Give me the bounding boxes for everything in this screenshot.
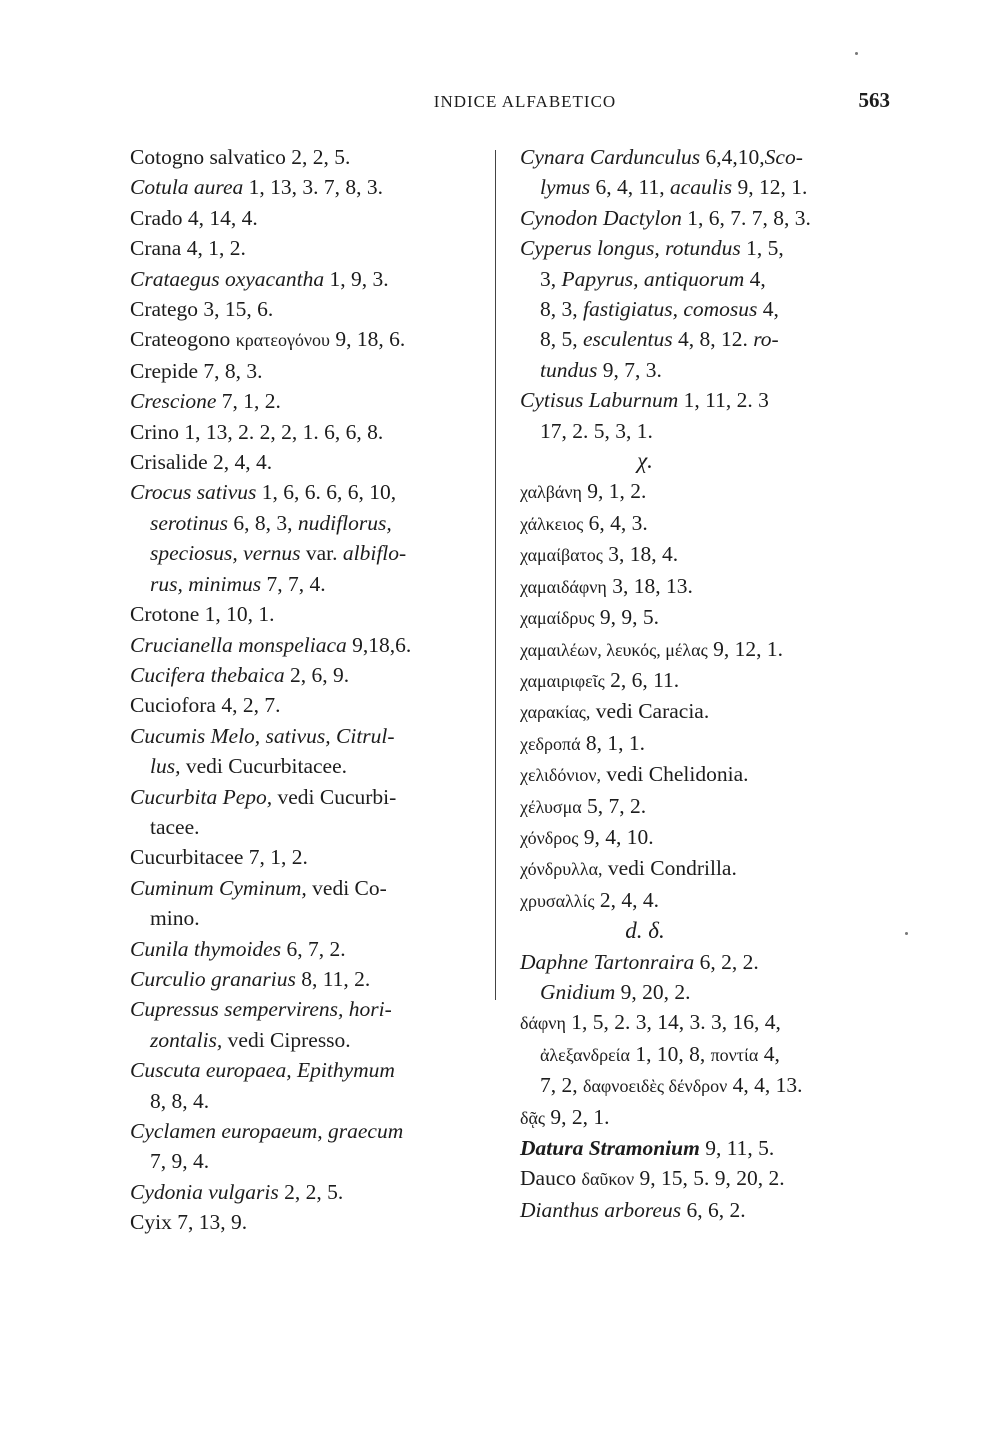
entry-text: 2, 2, 5. xyxy=(278,1179,344,1204)
greek-term: χαλβάνη xyxy=(520,482,582,503)
latin-term: Cyperus longus, rotundus xyxy=(520,236,741,261)
latin-term: Cuminum Cyminum, xyxy=(130,875,307,900)
index-entry xyxy=(130,994,490,1024)
latin-term: ro- xyxy=(753,327,779,352)
greek-term: ποντία xyxy=(710,1044,759,1065)
greek-term: χόνδρυλλα, xyxy=(520,859,603,880)
index-entry xyxy=(130,690,490,720)
entry-text: 9, 11, 5. xyxy=(699,1136,775,1160)
greek-term: δάφνη xyxy=(520,1013,566,1034)
entry-text: 9, 20, 2. xyxy=(615,979,691,1004)
index-entry xyxy=(130,142,490,172)
index-entry xyxy=(130,417,490,447)
index-entry xyxy=(130,477,490,507)
entry-text: 6,4,10, xyxy=(700,145,765,169)
index-entry-continuation xyxy=(520,355,890,385)
entry-text: vedi Chelidonia. xyxy=(601,762,749,787)
index-entry xyxy=(520,759,890,790)
greek-term: χέλυσμα xyxy=(520,796,582,817)
latin-term: Crescione xyxy=(130,389,217,414)
latin-term: Daphne Tartonraira xyxy=(520,949,695,974)
index-entry xyxy=(130,1177,490,1207)
index-entry xyxy=(130,294,490,324)
index-entry xyxy=(130,447,490,477)
greek-term: δαφνοειδὲς δένδρον xyxy=(583,1076,728,1097)
greek-term: δαῦκον xyxy=(581,1169,635,1190)
latin-term: acaulis xyxy=(670,175,733,200)
entry-text: 1, 5, xyxy=(740,236,784,261)
entry-text: 6, 2, 2. xyxy=(694,949,759,974)
latin-term: Crataegus oxyacantha xyxy=(130,266,325,291)
entry-text: 9, 4, 10. xyxy=(578,824,654,849)
index-entry xyxy=(520,571,890,602)
entry-text: Crado 4, 14, 4. xyxy=(130,205,258,230)
entry-text: tacee. xyxy=(150,814,200,839)
latin-term: Cunila thymoides xyxy=(130,936,282,961)
index-entry xyxy=(130,630,490,660)
index-entry-continuation xyxy=(520,1070,890,1101)
right-index-column xyxy=(520,142,890,1225)
index-entry-continuation xyxy=(520,264,890,294)
entry-text: 3, 18, 4. xyxy=(602,542,679,567)
latin-term: Gnidium xyxy=(540,979,616,1004)
index-entry-continuation xyxy=(520,977,890,1007)
entry-text: 4, 8, 12. xyxy=(672,327,754,352)
entry-text: 3, xyxy=(540,266,562,291)
entry-text: 1, 5, 2. 3, 14, 3. 3, 16, 4, xyxy=(565,1010,781,1035)
index-entry-continuation xyxy=(130,1146,490,1176)
index-entry xyxy=(130,842,490,872)
index-entry xyxy=(130,934,490,964)
latin-term: Crocus sativus xyxy=(130,480,257,505)
index-entry xyxy=(520,822,890,853)
greek-term: χρυσαλλίς xyxy=(520,890,595,911)
index-entry-continuation xyxy=(520,172,890,202)
index-entry-continuation xyxy=(520,416,890,446)
index-entry xyxy=(520,1195,890,1225)
greek-term: χάλκειος xyxy=(520,513,584,534)
greek-term: χαμαιδάφνη xyxy=(520,576,607,597)
entry-text: 1, 6, 6. 6, 6, 10, xyxy=(256,480,397,505)
latin-term: rus, minimus xyxy=(150,571,262,596)
index-entry xyxy=(130,1116,490,1146)
entry-text: vedi Cucurbitacee. xyxy=(180,754,348,779)
section-heading xyxy=(520,446,890,476)
index-entry-continuation xyxy=(130,538,490,568)
latin-term: Cucumis Melo, sativus, Citrul- xyxy=(130,723,395,748)
index-entry xyxy=(130,264,490,294)
latin-term: Datura Stramonium xyxy=(520,1136,700,1160)
column-divider xyxy=(495,150,496,1000)
latin-term: Crucianella monspeliaca xyxy=(130,632,347,657)
index-entry xyxy=(130,356,490,386)
index-entry xyxy=(520,476,890,507)
index-entry xyxy=(520,728,890,759)
entry-text: Cratego 3, 15, 6. xyxy=(130,297,274,322)
index-entry-continuation xyxy=(130,1025,490,1055)
latin-term: Cynara Cardunculus xyxy=(520,145,701,169)
index-entry xyxy=(130,599,490,629)
index-entry xyxy=(130,964,490,994)
latin-term: fastigiatus, comosus xyxy=(583,297,758,322)
index-entry-continuation xyxy=(130,508,490,538)
index-entry xyxy=(520,385,890,415)
entry-text: 6, 6, 2. xyxy=(681,1197,746,1222)
entry-text: 4, xyxy=(758,1041,780,1066)
running-header-title: INDICE ALFABETICO xyxy=(433,92,617,111)
index-entry xyxy=(520,1007,890,1038)
entry-text: 9, 2, 1. xyxy=(545,1104,610,1129)
entry-text: 1, 13, 3. 7, 8, 3. xyxy=(243,175,384,200)
index-entry xyxy=(520,142,890,172)
entry-text: 9, 18, 6. xyxy=(329,327,406,352)
entry-text: Cotogno salvatico 2, 2, 5. xyxy=(130,145,351,169)
index-entry xyxy=(520,791,890,822)
index-entry-continuation xyxy=(130,812,490,842)
entry-text: χ. xyxy=(637,448,653,474)
index-entry xyxy=(130,172,490,202)
entry-text: 7, 9, 4. xyxy=(150,1149,210,1174)
entry-text: vedi Condrilla. xyxy=(602,856,737,881)
index-entry xyxy=(520,539,890,570)
latin-term: Cotula aurea xyxy=(130,175,244,200)
latin-term: tundus xyxy=(540,357,598,382)
latin-term: Cuscuta europaea, Epithymum xyxy=(130,1058,395,1083)
entry-text: 8, 8, 4. xyxy=(150,1088,210,1113)
entry-text: 7, 2, xyxy=(540,1073,583,1098)
index-entry-continuation xyxy=(520,1039,890,1070)
index-entry xyxy=(520,885,890,916)
entry-text: 1, 9, 3. xyxy=(324,266,389,291)
index-entry xyxy=(520,634,890,665)
latin-term: zontalis, xyxy=(150,1027,223,1052)
index-entry xyxy=(130,324,490,355)
index-entry xyxy=(130,1055,490,1085)
paper-speck xyxy=(905,932,908,935)
entry-text: vedi Co- xyxy=(306,875,387,900)
entry-text: 9, 15, 5. 9, 20, 2. xyxy=(634,1166,785,1191)
entry-text: mino. xyxy=(150,906,200,931)
index-entry xyxy=(520,602,890,633)
latin-term: lymus xyxy=(540,175,591,200)
greek-term: χελιδόνιον, xyxy=(520,765,601,786)
entry-text: 9, 1, 2. xyxy=(581,479,647,504)
entry-text: Dauco xyxy=(520,1166,582,1191)
index-entry xyxy=(130,782,490,812)
index-entry xyxy=(520,1133,890,1163)
index-entry xyxy=(520,233,890,263)
index-entry xyxy=(520,1163,890,1194)
entry-text: 1, 10, 8, xyxy=(629,1041,711,1066)
paper-speck xyxy=(855,52,858,55)
entry-text: Crana 4, 1, 2. xyxy=(130,236,246,261)
greek-term: χεδροπά xyxy=(520,733,581,754)
index-entry-continuation xyxy=(130,751,490,781)
latin-term: serotinus xyxy=(150,510,229,535)
entry-text: 2, 4, 4. xyxy=(594,887,659,912)
index-entry xyxy=(130,660,490,690)
entry-text: 4, xyxy=(757,297,779,322)
entry-text: Crepide 7, 8, 3. xyxy=(130,358,263,383)
section-heading xyxy=(520,916,890,946)
entry-text: 8, 11, 2. xyxy=(295,966,371,991)
entry-text: 9, 12, 1. xyxy=(732,175,808,200)
entry-text: d. δ. xyxy=(625,918,665,944)
index-entry xyxy=(130,1207,490,1237)
entry-text: 9, 7, 3. xyxy=(597,357,662,382)
entry-text: 1, 11, 2. 3 xyxy=(678,388,769,413)
index-entry-continuation xyxy=(130,569,490,599)
latin-term: Cynodon Dactylon xyxy=(520,205,682,230)
entry-text: 4, 4, 13. xyxy=(727,1073,803,1098)
index-entry-continuation xyxy=(520,294,890,324)
index-entry xyxy=(130,233,490,263)
index-entry xyxy=(520,853,890,884)
entry-text: 5, 7, 2. xyxy=(581,793,647,818)
greek-term: χαμαιριφεῖς xyxy=(520,670,605,691)
greek-term: χαμαίβατος xyxy=(520,545,603,566)
index-entry xyxy=(520,947,890,977)
entry-text: 9, 12, 1. xyxy=(707,636,783,661)
entry-text: Cuciofora 4, 2, 7. xyxy=(130,693,281,718)
entry-text: 6, 7, 2. xyxy=(281,936,346,961)
entry-text: 8, 1, 1. xyxy=(580,730,646,755)
greek-term: χαμαίδρυς xyxy=(520,608,595,629)
entry-text: 8, 3, xyxy=(540,297,583,322)
latin-term: Papyrus, antiquorum xyxy=(561,266,745,291)
entry-text: 6, 4, 11, xyxy=(590,175,670,200)
latin-term: Cupressus sempervirens, hori- xyxy=(130,997,392,1022)
entry-text: Cucurbitacee 7, 1, 2. xyxy=(130,845,308,870)
index-entry xyxy=(130,386,490,416)
latin-term: albiflo- xyxy=(342,541,407,566)
latin-term: lus, xyxy=(150,754,181,779)
greek-term: ἀλεξανδρεία xyxy=(540,1044,630,1065)
entry-text: 2, 6, 9. xyxy=(284,662,350,687)
page-number: 563 xyxy=(858,88,890,112)
latin-term: Cucifera thebaica xyxy=(130,662,285,687)
latin-term: nudiflorus, xyxy=(297,510,392,535)
latin-term: Cucurbita Pepo, xyxy=(130,784,273,809)
entry-text: 1, 6, 7. 7, 8, 3. xyxy=(681,205,811,230)
index-entry xyxy=(130,203,490,233)
index-entry xyxy=(520,696,890,727)
index-entry xyxy=(130,873,490,903)
greek-term: χαρακίας, xyxy=(520,702,591,723)
entry-text: Crotone 1, 10, 1. xyxy=(130,602,275,627)
latin-term: Cyclamen europaeum, graecum xyxy=(130,1119,404,1143)
entry-text: 9,18,6. xyxy=(346,632,412,657)
entry-text: vedi Cipresso. xyxy=(222,1027,351,1052)
index-entry xyxy=(520,203,890,233)
greek-term: χόνδρος xyxy=(520,827,579,848)
index-entry-continuation xyxy=(130,903,490,933)
latin-term: speciosus, vernus xyxy=(150,541,301,566)
index-entry xyxy=(520,1102,890,1133)
entry-text: 7, 1, 2. xyxy=(216,389,281,414)
index-entry xyxy=(520,665,890,696)
entry-text: Cyix 7, 13, 9. xyxy=(130,1210,248,1235)
entry-text: 6, 4, 3. xyxy=(583,510,648,535)
latin-term: Cydonia vulgaris xyxy=(130,1179,279,1204)
greek-term: δᾷς xyxy=(520,1107,546,1128)
entry-text: 7, 7, 4. xyxy=(261,571,326,596)
entry-text: vedi Cucurbi- xyxy=(272,784,397,809)
entry-text: 3, 18, 13. xyxy=(606,573,693,598)
latin-term: Curculio granarius xyxy=(130,966,296,991)
latin-term: Dianthus arboreus xyxy=(520,1197,682,1222)
entry-text: Crateogono xyxy=(130,327,236,352)
entry-text: vedi Caracia. xyxy=(590,699,710,724)
entry-text: 6, 8, 3, xyxy=(228,510,298,535)
entry-text: 8, 5, xyxy=(540,327,583,352)
entry-text: Crisalide 2, 4, 4. xyxy=(130,450,273,475)
left-index-column xyxy=(130,142,490,1238)
greek-term: κρατεογόνου xyxy=(235,330,330,351)
index-entry-continuation xyxy=(520,324,890,354)
latin-term: Cytisus Laburnum xyxy=(520,388,679,413)
entry-text: 17, 2. 5, 3, 1. xyxy=(540,418,653,443)
index-entry xyxy=(130,721,490,751)
entry-text: 2, 6, 11. xyxy=(604,667,680,692)
index-entry xyxy=(520,508,890,539)
entry-text: 9, 9, 5. xyxy=(594,605,659,630)
index-entry-continuation xyxy=(130,1086,490,1116)
entry-text: var. xyxy=(300,541,343,566)
greek-term: χαμαιλέων, λευκός, μέλας xyxy=(520,639,708,660)
entry-text: 4, xyxy=(744,266,766,291)
entry-text: Crino 1, 13, 2. 2, 2, 1. 6, 6, 8. xyxy=(130,419,384,444)
latin-term: esculentus xyxy=(583,327,673,352)
latin-term: Sco- xyxy=(764,145,803,169)
